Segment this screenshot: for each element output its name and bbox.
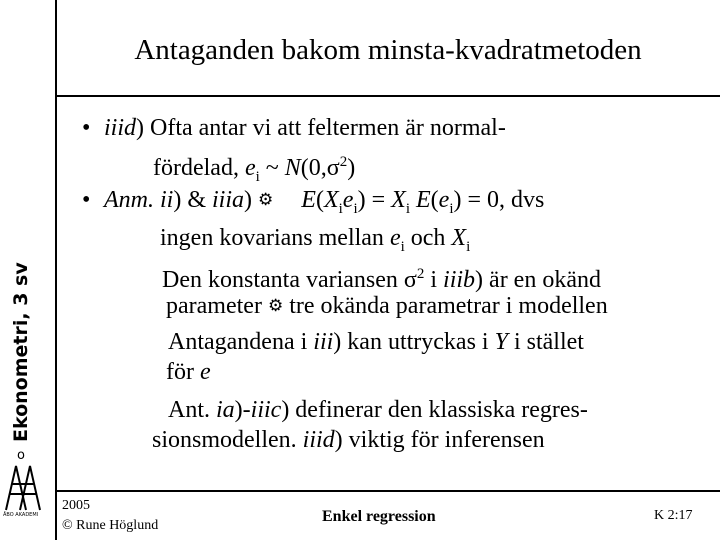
footer-author: © Rune Höglund — [62, 518, 159, 533]
text: för — [166, 359, 200, 385]
text-italic: Anm. ii — [104, 187, 174, 213]
slide-title: Antaganden bakom minsta-kvadratmetoden — [134, 34, 642, 66]
text: ) kan uttryckas i — [333, 329, 495, 355]
abo-akademi-logo-icon — [2, 460, 44, 512]
vertical-course-title: Ekonometri, 3 sv — [10, 262, 32, 442]
text-italic: X — [323, 187, 339, 213]
bullet-line-1 — [82, 114, 506, 142]
text-italic: e — [199, 359, 211, 385]
text: ) & — [173, 187, 212, 213]
text-italic: iiid — [302, 427, 335, 453]
text: ~ — [259, 155, 285, 181]
bullet: • — [82, 187, 91, 213]
bullet: • — [82, 115, 91, 141]
text: ( — [315, 187, 324, 213]
text: Ant. — [168, 397, 216, 423]
sigma-symbol: σ — [403, 267, 417, 293]
sigma-symbol: σ — [326, 155, 340, 181]
footer-title: Enkel regression — [322, 508, 436, 525]
subscript: i — [353, 200, 358, 217]
text: ingen kovarians mellan — [160, 225, 390, 251]
text: i — [424, 267, 444, 293]
text-italic: iiib — [443, 267, 476, 293]
text-line-10 — [152, 426, 545, 454]
text: tre okända parametrar i modellen — [283, 293, 608, 319]
subscript: i — [466, 238, 471, 255]
superscript: 2 — [339, 154, 348, 170]
text-line-7 — [168, 328, 584, 356]
subscript: i — [449, 200, 454, 217]
text: (0, — [300, 155, 327, 181]
page-number: K 2:17 — [654, 508, 693, 523]
text-italic: iii — [313, 329, 334, 355]
text: och — [404, 225, 452, 251]
text: Den konstanta variansen — [162, 267, 404, 293]
text: ) Ofta antar vi att feltermen är normal- — [136, 115, 506, 141]
text-line-9 — [168, 396, 588, 424]
text: )- — [234, 397, 251, 423]
subscript: i — [405, 200, 410, 217]
text-italic: X — [451, 225, 467, 251]
text: ) — [244, 187, 259, 213]
text: ) viktig för inferensen — [334, 427, 545, 453]
text-italic: Y — [494, 329, 508, 355]
text-italic: e — [244, 155, 256, 181]
text: parameter — [166, 293, 268, 319]
text-italic: E — [301, 187, 316, 213]
text-italic: N — [284, 155, 301, 181]
text: ( — [430, 187, 439, 213]
text: ) = — [357, 187, 392, 213]
text-italic: iiia — [212, 187, 245, 213]
text-line-8 — [166, 358, 211, 386]
text-italic: E — [415, 187, 431, 213]
text-line-2 — [153, 148, 355, 191]
sidebar — [0, 0, 56, 540]
text: fördelad, — [153, 155, 245, 181]
bullet-line-3 — [82, 186, 544, 223]
footer-divider — [56, 490, 720, 492]
text: ) = 0, dvs — [453, 187, 545, 213]
text-italic: e — [389, 225, 401, 251]
title-divider — [56, 95, 720, 97]
text: Antagandena i — [168, 329, 314, 355]
text: sionsmodellen. — [152, 427, 303, 453]
text: ) — [347, 155, 356, 181]
vertical-divider — [55, 0, 57, 540]
text-italic: X — [391, 187, 406, 213]
superscript: 2 — [416, 266, 425, 282]
text-italic: iiid — [104, 115, 137, 141]
text-italic: ia — [216, 397, 235, 423]
arrow-icon: ⚙ — [258, 190, 274, 210]
subscript: i — [255, 168, 260, 185]
text-italic: iiic — [250, 397, 282, 423]
subscript: i — [338, 200, 343, 217]
logo-ring: o — [17, 448, 25, 463]
text-italic: e — [438, 187, 450, 213]
text: i stället — [507, 329, 584, 355]
text-italic: e — [342, 187, 354, 213]
arrow-icon: ⚙ — [267, 296, 284, 316]
text-line-4 — [160, 224, 470, 261]
text: ) definerar den klassiska regres- — [281, 397, 588, 423]
text: ) är en okänd — [475, 267, 601, 293]
text-line-5 — [162, 260, 601, 294]
footer-year: 2005 — [62, 498, 90, 513]
logo-caption: ÅBO AKADEMI — [3, 512, 39, 518]
text-line-6 — [166, 292, 608, 320]
subscript: i — [400, 238, 405, 255]
